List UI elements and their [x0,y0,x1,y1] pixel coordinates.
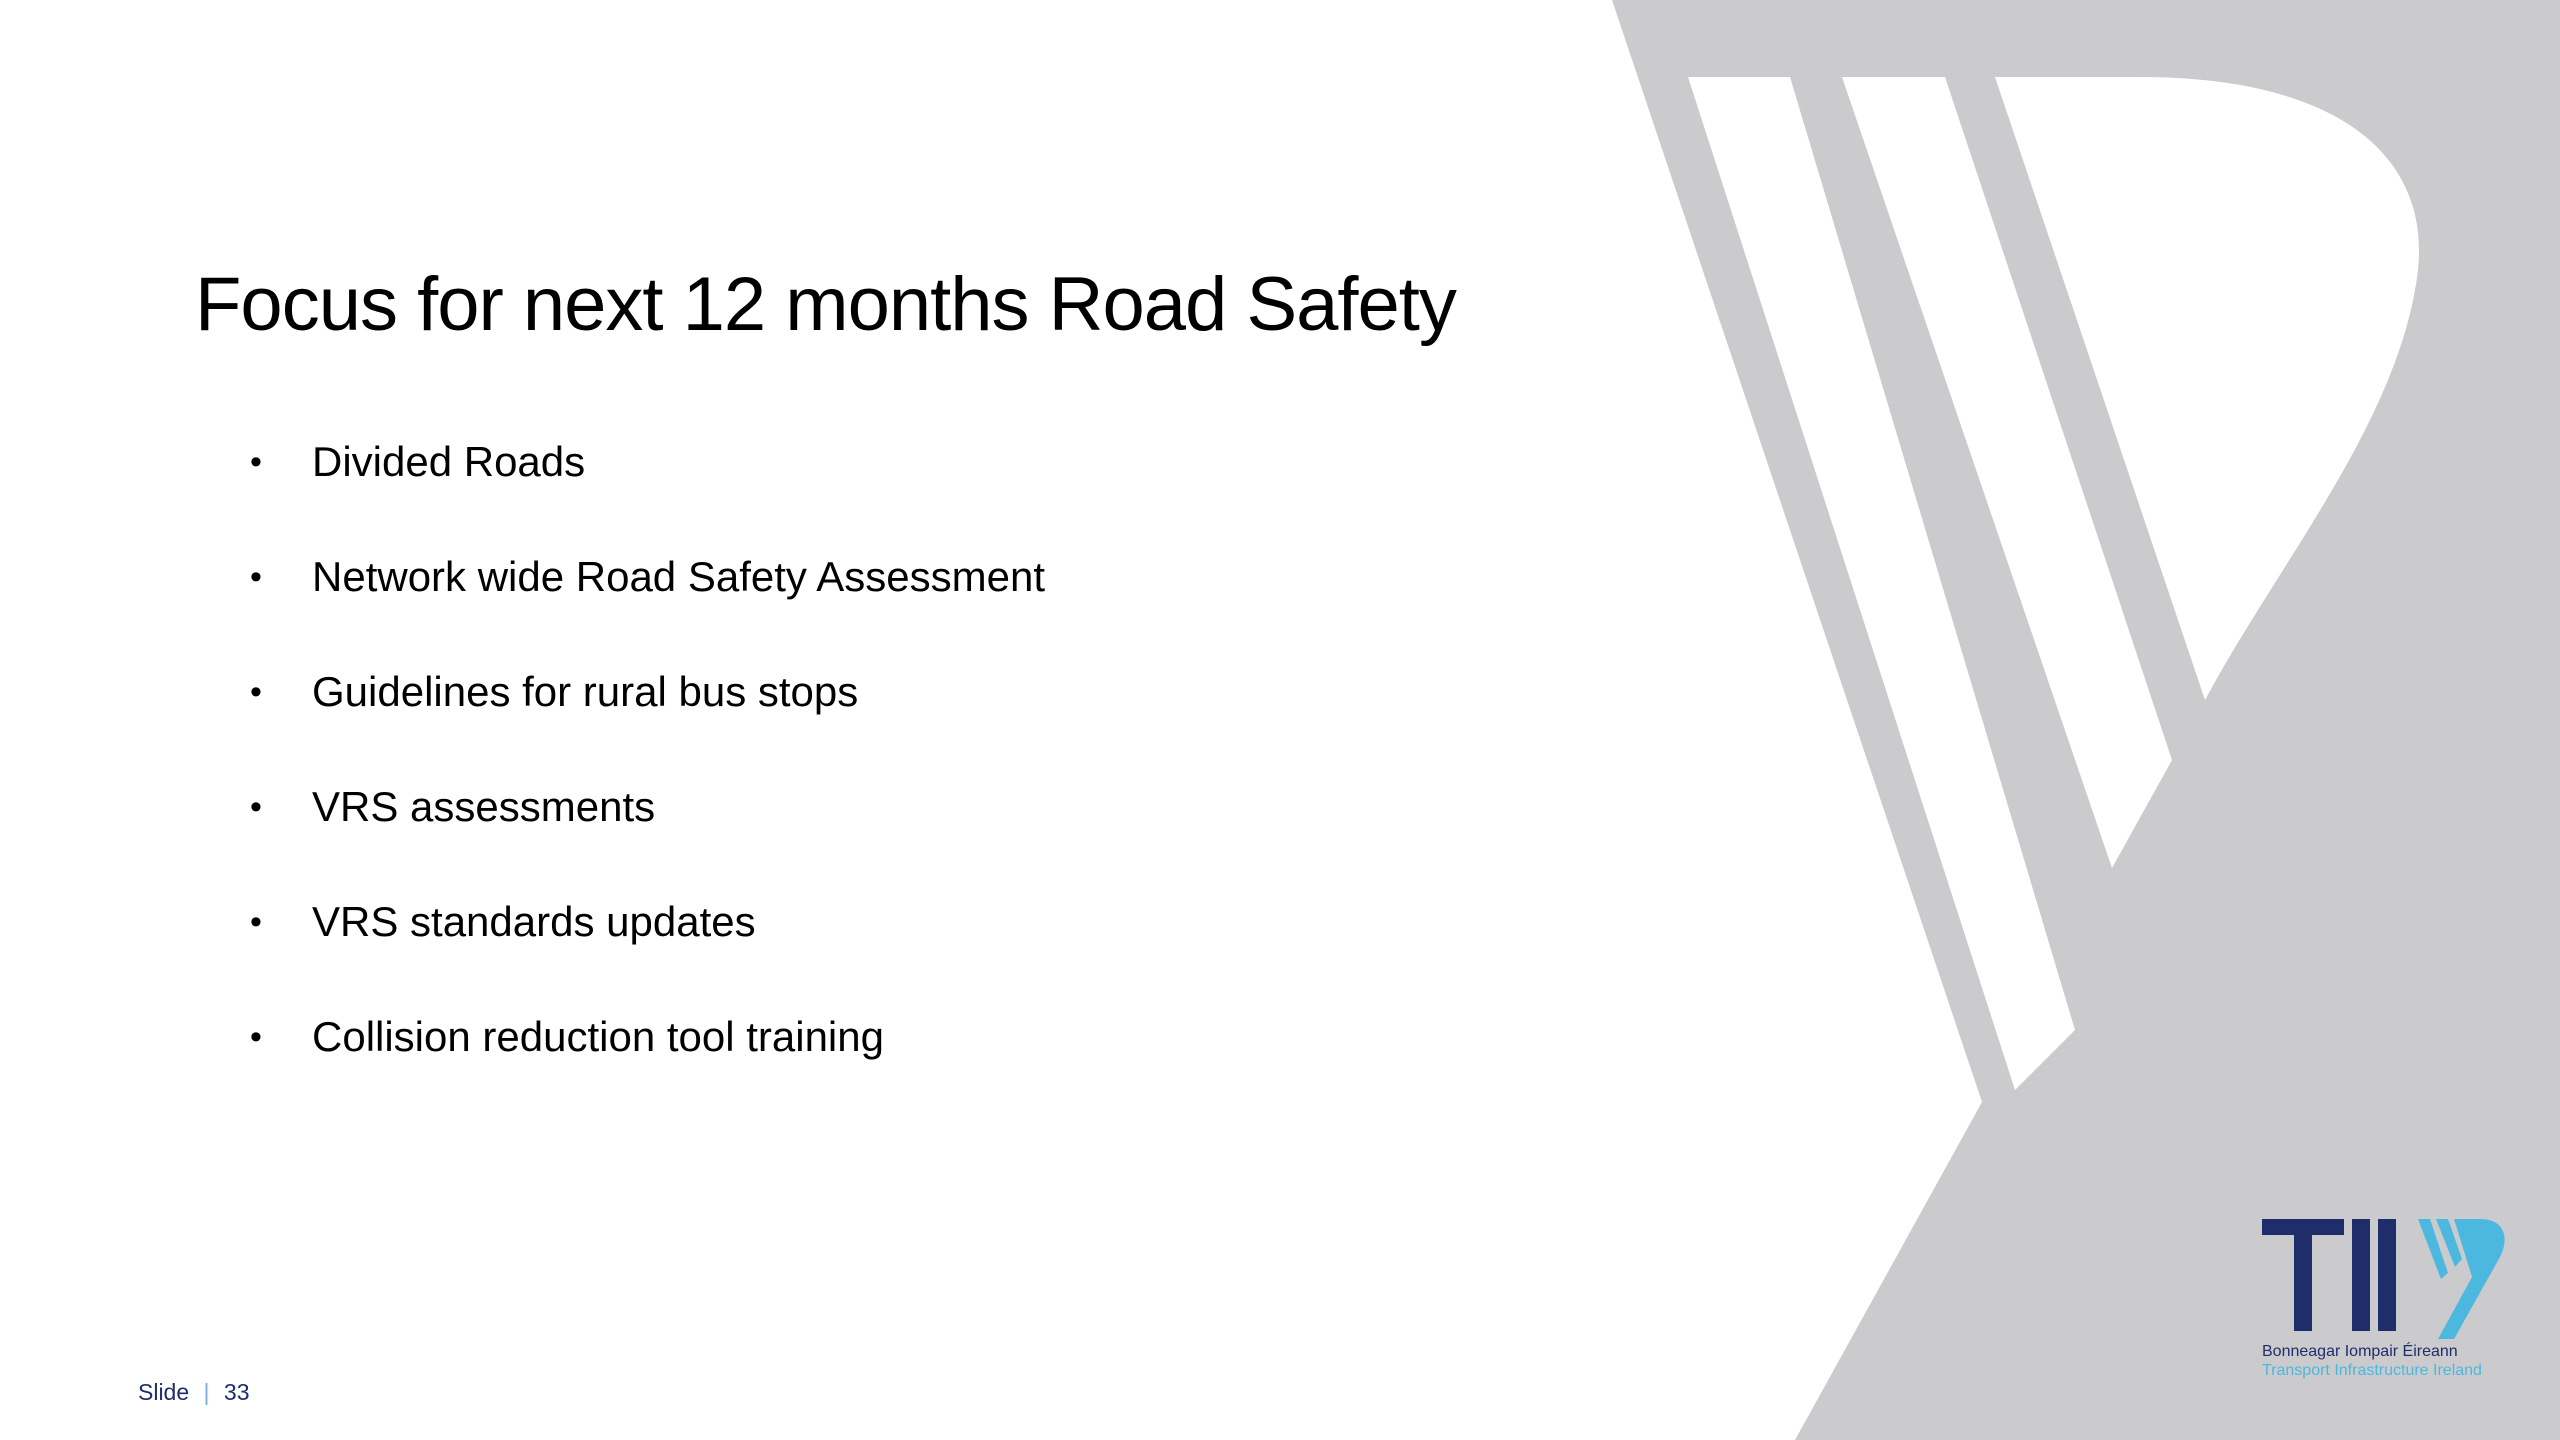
bullet-icon: • [250,673,262,711]
footer-separator: | [203,1379,210,1405]
bullet-icon: • [250,558,262,596]
bullet-icon: • [250,903,262,941]
logo-irish-name: Bonneagar Iompair Éireann [2262,1343,2458,1360]
slide-number: 33 [223,1379,250,1405]
list-item [250,880,1045,995]
bullet-list [250,420,1045,1110]
bullet-icon: • [250,1018,262,1056]
slide-label: Slide [138,1379,190,1405]
bullet-text: Network wide Road Safety Assessment [312,553,1045,600]
logo-english-name: Transport Infrastructure Ireland [2262,1362,2482,1379]
slide-title: Focus for next 12 months Road Safety [195,262,1456,347]
slide-number-footer [138,1375,250,1409]
bullet-text: Collision reduction tool training [312,1013,884,1060]
bullet-text: VRS standards updates [312,898,756,945]
list-item [250,650,1045,765]
list-item [250,995,1045,1110]
bullet-text: Divided Roads [312,438,586,485]
list-item [250,765,1045,880]
bullet-icon: • [250,788,262,826]
bullet-icon: • [250,443,262,481]
list-item [250,535,1045,650]
list-item [250,420,1045,535]
bullet-text: VRS assessments [312,783,656,830]
bullet-text: Guidelines for rural bus stops [312,668,859,715]
